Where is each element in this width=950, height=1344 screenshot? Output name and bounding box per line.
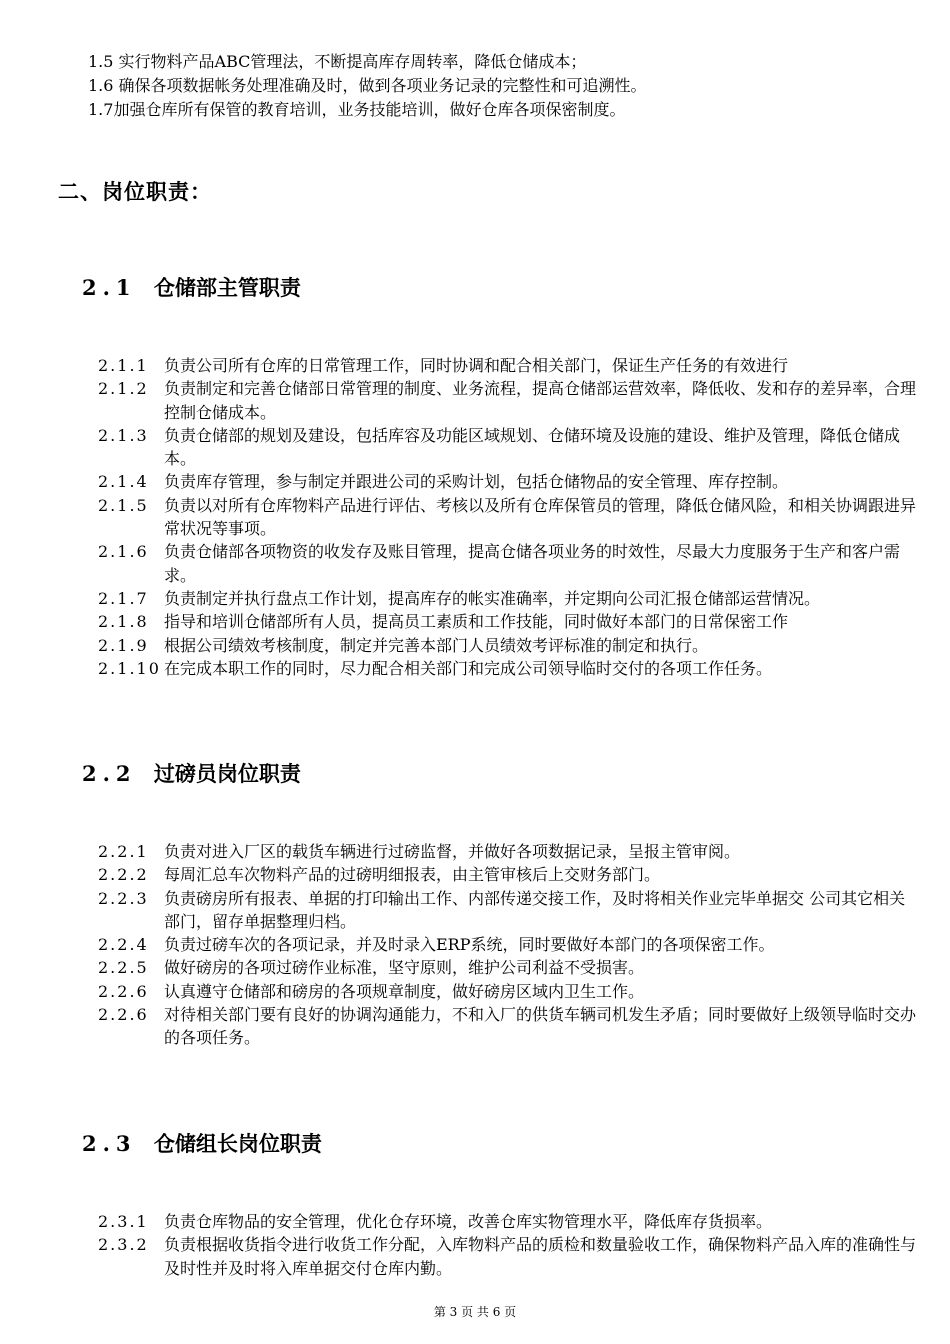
list-item [98, 634, 918, 657]
list-item [98, 840, 918, 863]
item-number: 2.1.2 [98, 379, 149, 399]
list-item [98, 956, 918, 979]
item-number: 2.2.2 [98, 865, 149, 885]
item-number: 2.2.4 [98, 935, 149, 955]
item-number: 2.3.1 [98, 1212, 149, 1231]
item-number: 2.3.2 [98, 1235, 149, 1255]
duty-list-2-3 [98, 1210, 918, 1280]
subsection-number: 2.1 [82, 275, 137, 300]
list-item [98, 863, 918, 886]
item-number: 2.1.4 [98, 472, 149, 492]
item-text: 负责公司所有仓库的日常管理工作，同时协调和配合相关部门，保证生产任务的有效进行 [164, 356, 789, 375]
list-item [98, 354, 918, 377]
list-item [98, 494, 918, 541]
item-text: 根据公司绩效考核制度，制定并完善本部门人员绩效考评标准的制定和执行。 [164, 635, 709, 655]
item-text: 负责以对所有仓库物料产品进行评估、考核以及所有仓库保管员的管理，降低仓储风险，和相关协调跟进异常状况等事项。 [164, 495, 917, 539]
list-item [98, 1003, 918, 1050]
item-number: 2.2.6 [98, 1005, 149, 1025]
item-text: 对待相关部门要有良好的协调沟通能力，不和入厂的供货车辆司机发生矛盾；同时要做好上级领导临时交办的各项任务。 [164, 1005, 917, 1048]
intro-list [88, 50, 647, 122]
item-text: 指导和培训仓储部所有人员，提高员工素质和工作技能，同时做好本部门的日常保密工作 [164, 612, 789, 632]
item-text: 负责制定并执行盘点工作计划，提高库存的帐实准确率，并定期向公司汇报仓储部运营情况。 [164, 588, 821, 608]
subsection-title: 仓储部主管职责 [153, 275, 301, 300]
list-item [98, 933, 918, 956]
subsection-heading-2-3 [82, 1128, 322, 1158]
item-text: 负责根据收货指令进行收货工作分配，入库物料产品的质检和数量验收工作，确保物料产品入库的准确性与及时性并及时将入库单据交付仓库内勤。 [164, 1235, 917, 1278]
list-item [98, 610, 918, 633]
duty-list-2-2 [98, 840, 918, 1050]
list-item [98, 540, 918, 587]
item-number: 2.2.5 [98, 958, 149, 978]
subsection-title: 过磅员岗位职责 [153, 761, 301, 786]
subsection-title: 仓储组长岗位职责 [153, 1131, 322, 1156]
page-footer: 第 3 页 共 6 页 [433, 1305, 517, 1319]
subsection-heading-2-2 [82, 758, 301, 788]
intro-line: 1.6 确保各项数据帐务处理准确及时，做到各项业务记录的完整性和可追溯性。 [88, 76, 647, 95]
list-item [98, 587, 918, 610]
subsection-heading-2-1 [82, 272, 301, 302]
list-item [98, 424, 918, 471]
item-text: 认真遵守仓储部和磅房的各项规章制度，做好磅房区域内卫生工作。 [164, 981, 645, 1001]
item-text: 负责对进入厂区的载货车辆进行过磅监督，并做好各项数据记录，呈报主管审阅。 [164, 842, 741, 861]
item-text: 负责仓库物品的安全管理，优化仓存环境，改善仓库实物管理水平，降低库存货损率。 [164, 1212, 773, 1231]
item-text: 做好磅房的各项过磅作业标准，坚守原则，维护公司利益不受损害。 [164, 958, 645, 978]
item-number: 2.1.1 [98, 356, 149, 375]
section-heading: 二、岗位职责： [58, 179, 212, 204]
list-item [98, 377, 918, 424]
item-number: 2.1.8 [98, 612, 149, 632]
item-text: 负责仓储部各项物资的收发存及账目管理，提高仓储各项业务的时效性，尽最大力度服务于生产和客户需求。 [164, 542, 901, 585]
item-text: 负责过磅车次的各项记录，并及时录入ERP系统，同时要做好本部门的各项保密工作。 [164, 935, 775, 955]
list-item [98, 1233, 918, 1280]
item-number: 2.1.7 [98, 588, 149, 608]
item-text: 负责库存管理，参与制定并跟进公司的采购计划，包括仓储物品的安全管理、库存控制。 [164, 472, 789, 492]
item-number: 2.1.6 [98, 542, 149, 562]
item-text: 负责磅房所有报表、单据的打印输出工作、内部传递交接工作，及时将相关作业完毕单据交 公司其它相关部门，留存单据整理归档。 [164, 888, 906, 931]
list-item [98, 470, 918, 493]
item-number: 2.2.6 [98, 981, 149, 1001]
list-item [98, 1210, 918, 1233]
item-number: 2.1.3 [98, 425, 149, 445]
list-item [98, 980, 918, 1003]
item-number: 2.1.10 [98, 658, 161, 678]
item-text: 负责制定和完善仓储部日常管理的制度、业务流程，提高仓储部运营效率，降低收、发和存的差异率，合理控制仓储成本。 [164, 379, 917, 422]
duty-list-2-1 [98, 354, 918, 680]
item-number: 2.2.1 [98, 842, 149, 861]
item-number: 2.1.9 [98, 635, 149, 655]
item-number: 2.2.3 [98, 888, 149, 908]
subsection-number: 2.3 [82, 1131, 137, 1156]
item-number: 2.1.5 [98, 495, 149, 515]
intro-line: 1.7加强仓库所有保管的教育培训，业务技能培训，做好仓库各项保密制度。 [88, 100, 626, 119]
intro-line: 1.5 实行物料产品ABC管理法，不断提高库存周转率，降低仓储成本； [88, 52, 587, 71]
item-text: 负责仓储部的规划及建设，包括库容及功能区域规划、仓储环境及设施的建设、维护及管理，降低仓储成本。 [164, 425, 901, 469]
list-item [98, 887, 918, 934]
item-text: 在完成本职工作的同时，尽力配合相关部门和完成公司领导临时交付的各项工作任务。 [164, 658, 773, 678]
item-text: 每周汇总车次物料产品的过磅明细报表，由主管审核后上交财务部门。 [164, 865, 661, 885]
list-item [98, 657, 918, 680]
subsection-number: 2.2 [82, 761, 137, 786]
